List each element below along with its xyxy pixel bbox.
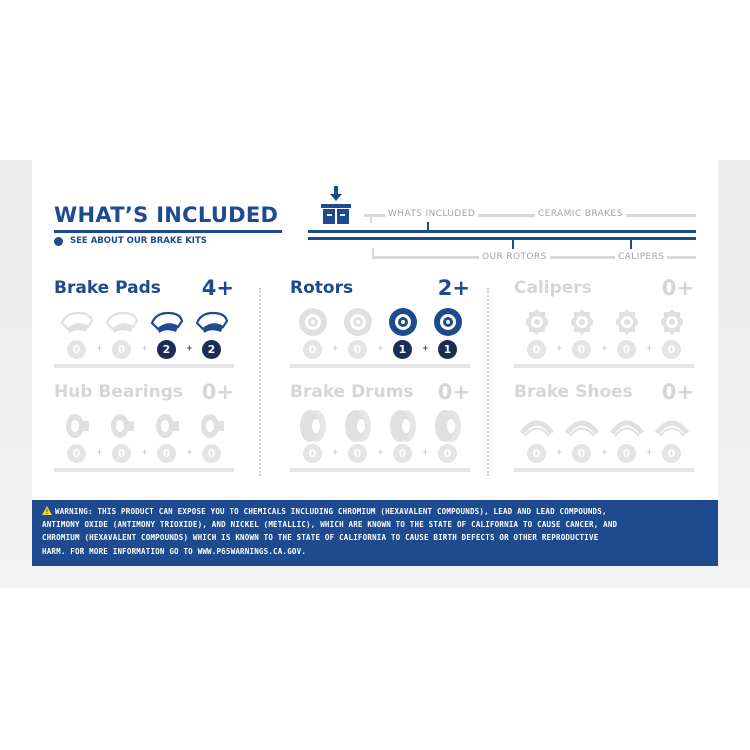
- badge-slot: [556, 443, 607, 463]
- group-count: 0+: [661, 380, 694, 404]
- title-underline: [54, 230, 282, 233]
- nav-item-whats-included[interactable]: WHATS INCLUDED: [385, 209, 478, 219]
- badge-slot: [54, 443, 102, 463]
- group-separator: [54, 364, 234, 368]
- group-count: 0+: [437, 380, 470, 404]
- nav-tick: [512, 240, 514, 249]
- component-group: [290, 382, 470, 482]
- badge-slot: [377, 339, 428, 359]
- prop65-warning: [32, 500, 718, 566]
- quantity-badge: 0: [348, 444, 367, 463]
- column-divider: [487, 288, 489, 476]
- quantity-badge: 0: [527, 340, 546, 359]
- brake-pad-icon: [54, 306, 99, 338]
- component-group: [514, 382, 694, 482]
- group-separator: [290, 364, 470, 368]
- group-icons: [290, 306, 470, 338]
- quantity-badges: [290, 443, 470, 463]
- plus-icon: +: [646, 447, 652, 457]
- group-name: Brake Drums: [290, 382, 414, 402]
- quantity-badge: 2: [157, 340, 176, 359]
- box-download-icon: [318, 186, 354, 226]
- plus-icon: +: [141, 447, 147, 457]
- badge-slot: [141, 443, 192, 463]
- nav-item-ceramic-brakes[interactable]: CERAMIC BRAKES: [535, 209, 626, 219]
- rotor-icon: [335, 306, 380, 338]
- quantity-badge: 0: [157, 444, 176, 463]
- bullet-icon: [54, 237, 63, 246]
- quantity-badge: 0: [572, 444, 591, 463]
- badge-slot: [646, 443, 694, 463]
- quantity-badges: [54, 443, 234, 463]
- quantity-badge: 0: [572, 340, 591, 359]
- caliper-icon: [514, 306, 559, 338]
- badge-slot: [54, 339, 102, 359]
- group-name: Calipers: [514, 278, 592, 298]
- group-name: Hub Bearings: [54, 382, 183, 402]
- brake-shoe-icon: [559, 410, 604, 442]
- badge-slot: [646, 339, 694, 359]
- nav-item-calipers[interactable]: CALIPERS: [615, 252, 667, 262]
- hub-bearing-icon: [189, 410, 234, 442]
- quantity-badge: 0: [67, 444, 86, 463]
- group-count: 0+: [661, 276, 694, 300]
- component-group: [290, 278, 470, 378]
- hub-bearing-icon: [144, 410, 189, 442]
- brake-drum-icon: [425, 410, 470, 442]
- group-count: 4+: [201, 276, 234, 300]
- badge-slot: [556, 339, 607, 359]
- badge-slot: [141, 339, 192, 359]
- plus-icon: +: [422, 447, 428, 457]
- warning-text-line: CHROMIUM (HEXAVALENT COMPOUNDS) WHICH IS KNOWN TO THE STATE OF CALIFORNIA TO CAUSE BIRTH DEFECTS OR OTHER REPRODUCTIVE: [42, 533, 599, 543]
- rotor-icon: [425, 306, 470, 338]
- page-title: WHAT’S INCLUDED: [54, 203, 279, 227]
- nav-track-blue-lower: [308, 237, 696, 240]
- nav-tick: [630, 240, 632, 249]
- badge-slot: [96, 339, 147, 359]
- badge-slot: [601, 339, 652, 359]
- quantity-badge: 2: [202, 340, 221, 359]
- group-name: Brake Pads: [54, 278, 161, 298]
- nav-track-blue: [308, 230, 696, 233]
- warning-text-line: HARM. FOR MORE INFORMATION GO TO WWW.P65WARNINGS.CA.GOV.: [42, 546, 307, 556]
- nav-tick: [372, 248, 374, 257]
- warning-triangle-icon: [42, 506, 52, 515]
- quantity-badge: 0: [112, 444, 131, 463]
- quantity-badges: [514, 339, 694, 359]
- column-divider: [259, 288, 261, 476]
- quantity-badge: 1: [438, 340, 457, 359]
- group-separator: [54, 468, 234, 472]
- badge-slot: [514, 443, 562, 463]
- quantity-badges: [54, 339, 234, 359]
- badge-slot: [377, 443, 428, 463]
- quantity-badge: 0: [67, 340, 86, 359]
- quantity-badge: 0: [202, 444, 221, 463]
- nav-item-our-rotors[interactable]: OUR ROTORS: [479, 252, 550, 262]
- badge-slot: [422, 443, 470, 463]
- group-count: 2+: [437, 276, 470, 300]
- brake-shoe-icon: [604, 410, 649, 442]
- group-separator: [514, 364, 694, 368]
- component-group: [54, 278, 234, 378]
- quantity-badge: 0: [438, 444, 457, 463]
- quantity-badges: [514, 443, 694, 463]
- quantity-badge: 0: [617, 444, 636, 463]
- nav-tick: [427, 222, 429, 231]
- badge-slot: [422, 339, 470, 359]
- see-brake-kits-label: SEE ABOUT OUR BRAKE KITS: [70, 236, 207, 246]
- plus-icon: +: [556, 343, 562, 353]
- plus-icon: +: [332, 447, 338, 457]
- quantity-badge: 0: [112, 340, 131, 359]
- plus-icon: +: [186, 343, 192, 353]
- see-brake-kits-link[interactable]: [54, 236, 207, 246]
- badge-slot: [290, 443, 338, 463]
- hub-bearing-icon: [54, 410, 99, 442]
- brake-pad-icon: [144, 306, 189, 338]
- plus-icon: +: [96, 343, 102, 353]
- quantity-badge: 0: [348, 340, 367, 359]
- group-name: Brake Shoes: [514, 382, 633, 402]
- quantity-badges: [290, 339, 470, 359]
- brake-shoe-icon: [649, 410, 694, 442]
- rotor-icon: [290, 306, 335, 338]
- plus-icon: +: [377, 447, 383, 457]
- brake-drum-icon: [335, 410, 380, 442]
- quantity-badge: 0: [662, 444, 681, 463]
- plus-icon: +: [186, 447, 192, 457]
- quantity-badge: 1: [393, 340, 412, 359]
- badge-slot: [186, 339, 234, 359]
- brake-drum-icon: [290, 410, 335, 442]
- quantity-badge: 0: [303, 340, 322, 359]
- group-icons: [54, 410, 234, 442]
- plus-icon: +: [422, 343, 428, 353]
- brake-pad-icon: [189, 306, 234, 338]
- group-separator: [290, 468, 470, 472]
- plus-icon: +: [556, 447, 562, 457]
- plus-icon: +: [601, 343, 607, 353]
- component-group: [514, 278, 694, 378]
- group-separator: [514, 468, 694, 472]
- badge-slot: [290, 339, 338, 359]
- plus-icon: +: [601, 447, 607, 457]
- caliper-icon: [649, 306, 694, 338]
- warning-line: [42, 505, 708, 518]
- badge-slot: [601, 443, 652, 463]
- quantity-badge: 0: [617, 340, 636, 359]
- component-group: [54, 382, 234, 482]
- badge-slot: [186, 443, 234, 463]
- group-icons: [290, 410, 470, 442]
- quantity-badge: 0: [303, 444, 322, 463]
- group-icons: [514, 410, 694, 442]
- plus-icon: +: [141, 343, 147, 353]
- caliper-icon: [559, 306, 604, 338]
- brake-shoe-icon: [514, 410, 559, 442]
- quantity-badge: 0: [393, 444, 412, 463]
- badge-slot: [332, 339, 383, 359]
- nav-tick: [370, 214, 372, 223]
- quantity-badge: 0: [527, 444, 546, 463]
- plus-icon: +: [646, 343, 652, 353]
- caliper-icon: [604, 306, 649, 338]
- plus-icon: +: [377, 343, 383, 353]
- group-name: Rotors: [290, 278, 354, 298]
- badge-slot: [514, 339, 562, 359]
- warning-text-line: WARNING: THIS PRODUCT CAN EXPOSE YOU TO CHEMICALS INCLUDING CHROMIUM (HEXAVALENT COMPOUNDS), LEAD AND LEAD COMPOUNDS,: [55, 507, 607, 516]
- badge-slot: [332, 443, 383, 463]
- warning-text-line: ANTIMONY OXIDE (ANTIMONY TRIOXIDE), AND NICKEL (METALLIC), WHICH ARE KNOWN TO THE STATE OF CALIFORNIA TO CAUSE CANCER, AND: [42, 520, 618, 530]
- hub-bearing-icon: [99, 410, 144, 442]
- group-icons: [54, 306, 234, 338]
- group-icons: [514, 306, 694, 338]
- group-count: 0+: [201, 380, 234, 404]
- quantity-badge: 0: [662, 340, 681, 359]
- rotor-icon: [380, 306, 425, 338]
- badge-slot: [96, 443, 147, 463]
- plus-icon: +: [96, 447, 102, 457]
- plus-icon: +: [332, 343, 338, 353]
- brake-pad-icon: [99, 306, 144, 338]
- brake-drum-icon: [380, 410, 425, 442]
